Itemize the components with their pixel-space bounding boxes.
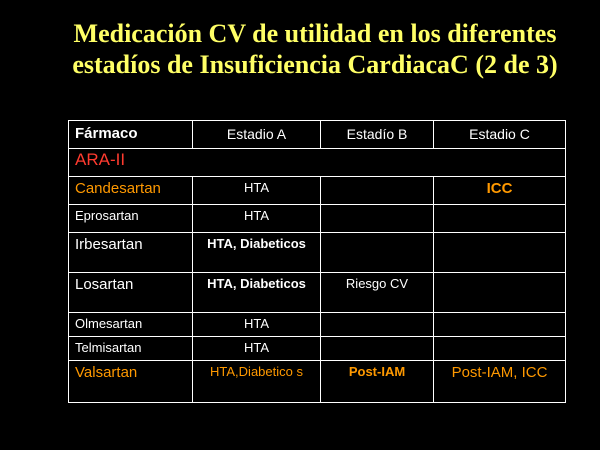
table-header-row [69, 121, 566, 149]
table-row [69, 273, 566, 313]
medication-table [68, 120, 566, 403]
slide-title [30, 18, 600, 80]
stage-c-value [434, 273, 566, 313]
drug-name-valsartan: Valsartan [69, 361, 193, 403]
header-stage-a: Estadio A [193, 121, 321, 149]
stage-b-value [321, 205, 434, 233]
stage-b-value [321, 337, 434, 361]
group-label-ara-ii: ARA-II [69, 149, 566, 177]
drug-name-irbesartan: Irbesartan [69, 233, 193, 273]
table-row [69, 337, 566, 361]
stage-a-value: HTA [193, 337, 321, 361]
stage-a-value: HTA,Diabetico s [193, 361, 321, 403]
stage-b-value: Riesgo CV [321, 273, 434, 313]
stage-c-value [434, 337, 566, 361]
stage-c-value: Post-IAM, ICC [434, 361, 566, 403]
slide-title-line-2: estadíos de Insuficiencia CardiacaC (2 de 3) [72, 50, 558, 79]
stage-c-value: ICC [434, 177, 566, 205]
stage-b-value [321, 233, 434, 273]
stage-c-value [434, 205, 566, 233]
stage-a-value: HTA [193, 205, 321, 233]
drug-name-eprosartan: Eprosartan [69, 205, 193, 233]
header-drug: Fármaco [69, 121, 193, 149]
drug-name-candesartan: Candesartan [69, 177, 193, 205]
group-row [69, 149, 566, 177]
table-row [69, 361, 566, 403]
table-row [69, 177, 566, 205]
slide-title-line-1: Medicación CV de utilidad en los diferentes [73, 19, 557, 48]
drug-name-losartan: Losartan [69, 273, 193, 313]
stage-a-value: HTA [193, 313, 321, 337]
stage-b-value: Post-IAM [321, 361, 434, 403]
stage-c-value [434, 313, 566, 337]
table-row [69, 205, 566, 233]
drug-name-olmesartan: Olmesartan [69, 313, 193, 337]
table-row [69, 233, 566, 273]
stage-b-value [321, 313, 434, 337]
stage-a-value: HTA, Diabeticos [193, 273, 321, 313]
table-row [69, 313, 566, 337]
header-stage-b: Estadío B [321, 121, 434, 149]
header-stage-c: Estadio C [434, 121, 566, 149]
stage-a-value: HTA [193, 177, 321, 205]
drug-name-telmisartan: Telmisartan [69, 337, 193, 361]
stage-a-value: HTA, Diabeticos [193, 233, 321, 273]
stage-c-value [434, 233, 566, 273]
stage-b-value [321, 177, 434, 205]
